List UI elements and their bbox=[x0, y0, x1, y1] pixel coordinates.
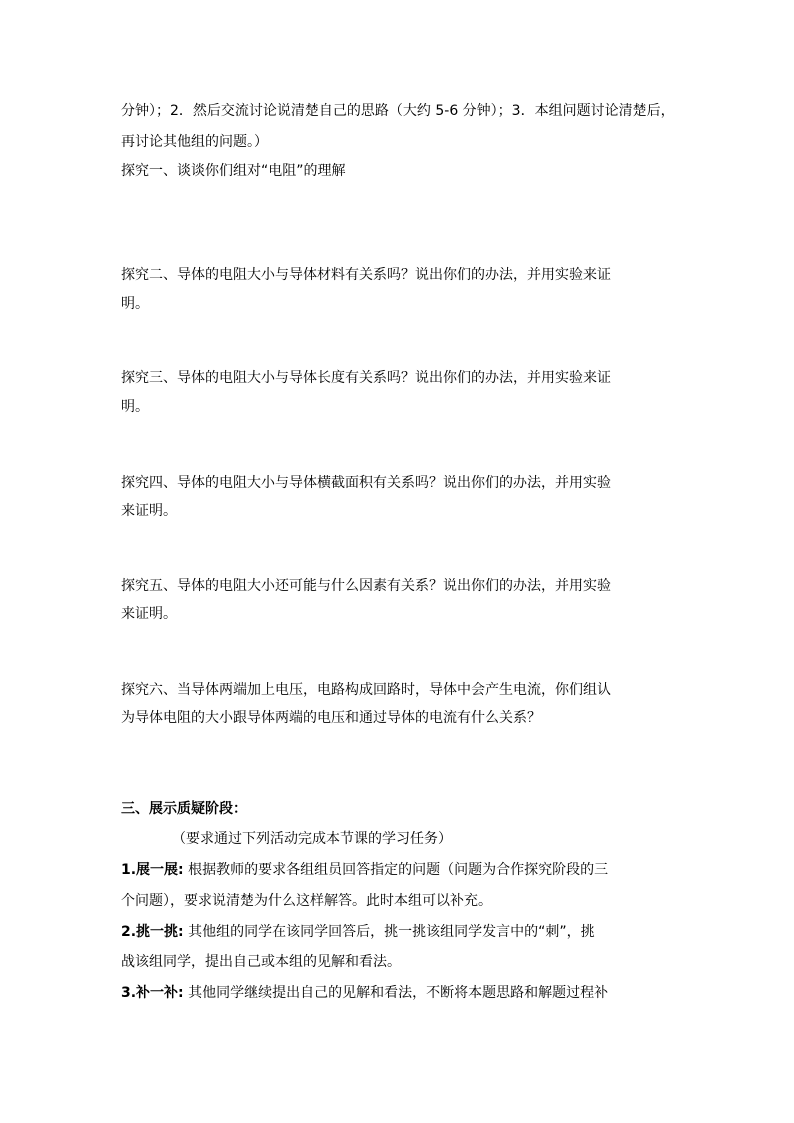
activity-3-label: 3.补一补: bbox=[121, 985, 184, 1001]
activity-1-label: 1.展一展: bbox=[121, 862, 184, 878]
activity-3-line-1 bbox=[121, 983, 681, 1003]
exploration-5-line-1: 探究五、导体的电阻大小还可能与什么因素有关系？说出你们的办法，并用实验 bbox=[121, 578, 611, 594]
section-3-requirement: （要求通过下列活动完成本节课的学习任务） bbox=[172, 831, 452, 847]
exploration-5-line-2: 来证明。 bbox=[121, 606, 177, 622]
activity-1-text: 根据教师的要求各组组员回答指定的问题（问题为合作探究阶段的三 bbox=[183, 862, 609, 878]
activity-1-line-2: 个问题），要求说清楚为什么这样解答。此时本组可以补充。 bbox=[121, 893, 492, 909]
exploration-3-line-2: 明。 bbox=[121, 399, 149, 415]
activity-2-line-1 bbox=[121, 922, 681, 942]
exploration-1-line-1: 探究一、谈谈你们组对“电阻”的理解 bbox=[121, 163, 346, 179]
exploration-4-line-2: 来证明。 bbox=[121, 503, 177, 519]
activity-2-label: 2.挑一挑: bbox=[121, 924, 184, 940]
exploration-2-line-1: 探究二、导体的电阻大小与导体材料有关系吗？说出你们的办法，并用实验来证 bbox=[121, 267, 611, 283]
exploration-3-line-1: 探究三、导体的电阻大小与导体长度有关系吗？说出你们的办法，并用实验来证 bbox=[121, 370, 611, 386]
intro-line-2: 再讨论其他组的问题。） bbox=[121, 134, 268, 150]
activity-3-text: 其他同学继续提出自己的见解和看法，不断将本题思路和解题过程补 bbox=[183, 985, 609, 1001]
intro-line-1: 分钟）；2．然后交流讨论说清楚自己的思路（大约 5-6 分钟）；3．本组问题讨论清楚后， bbox=[121, 103, 675, 119]
activity-1-line-1 bbox=[121, 860, 681, 880]
exploration-2-line-2: 明。 bbox=[121, 296, 149, 312]
section-3-heading: 三、展示质疑阶段： bbox=[121, 801, 247, 817]
activity-2-line-2: 战该组同学，提出自己或本组的见解和看法。 bbox=[121, 954, 401, 970]
activity-2-text: 其他组的同学在该同学回答后，挑一挑该组同学发言中的“刺”，挑 bbox=[183, 924, 595, 940]
exploration-4-line-1: 探究四、导体的电阻大小与导体横截面积有关系吗？说出你们的办法，并用实验 bbox=[121, 475, 611, 491]
exploration-6-line-1: 探究六、当导体两端加上电压，电路构成回路时，导体中会产生电流，你们组认 bbox=[121, 682, 611, 698]
exploration-6-line-2: 为导体电阻的大小跟导体两端的电压和通过导体的电流有什么关系？ bbox=[121, 710, 541, 726]
